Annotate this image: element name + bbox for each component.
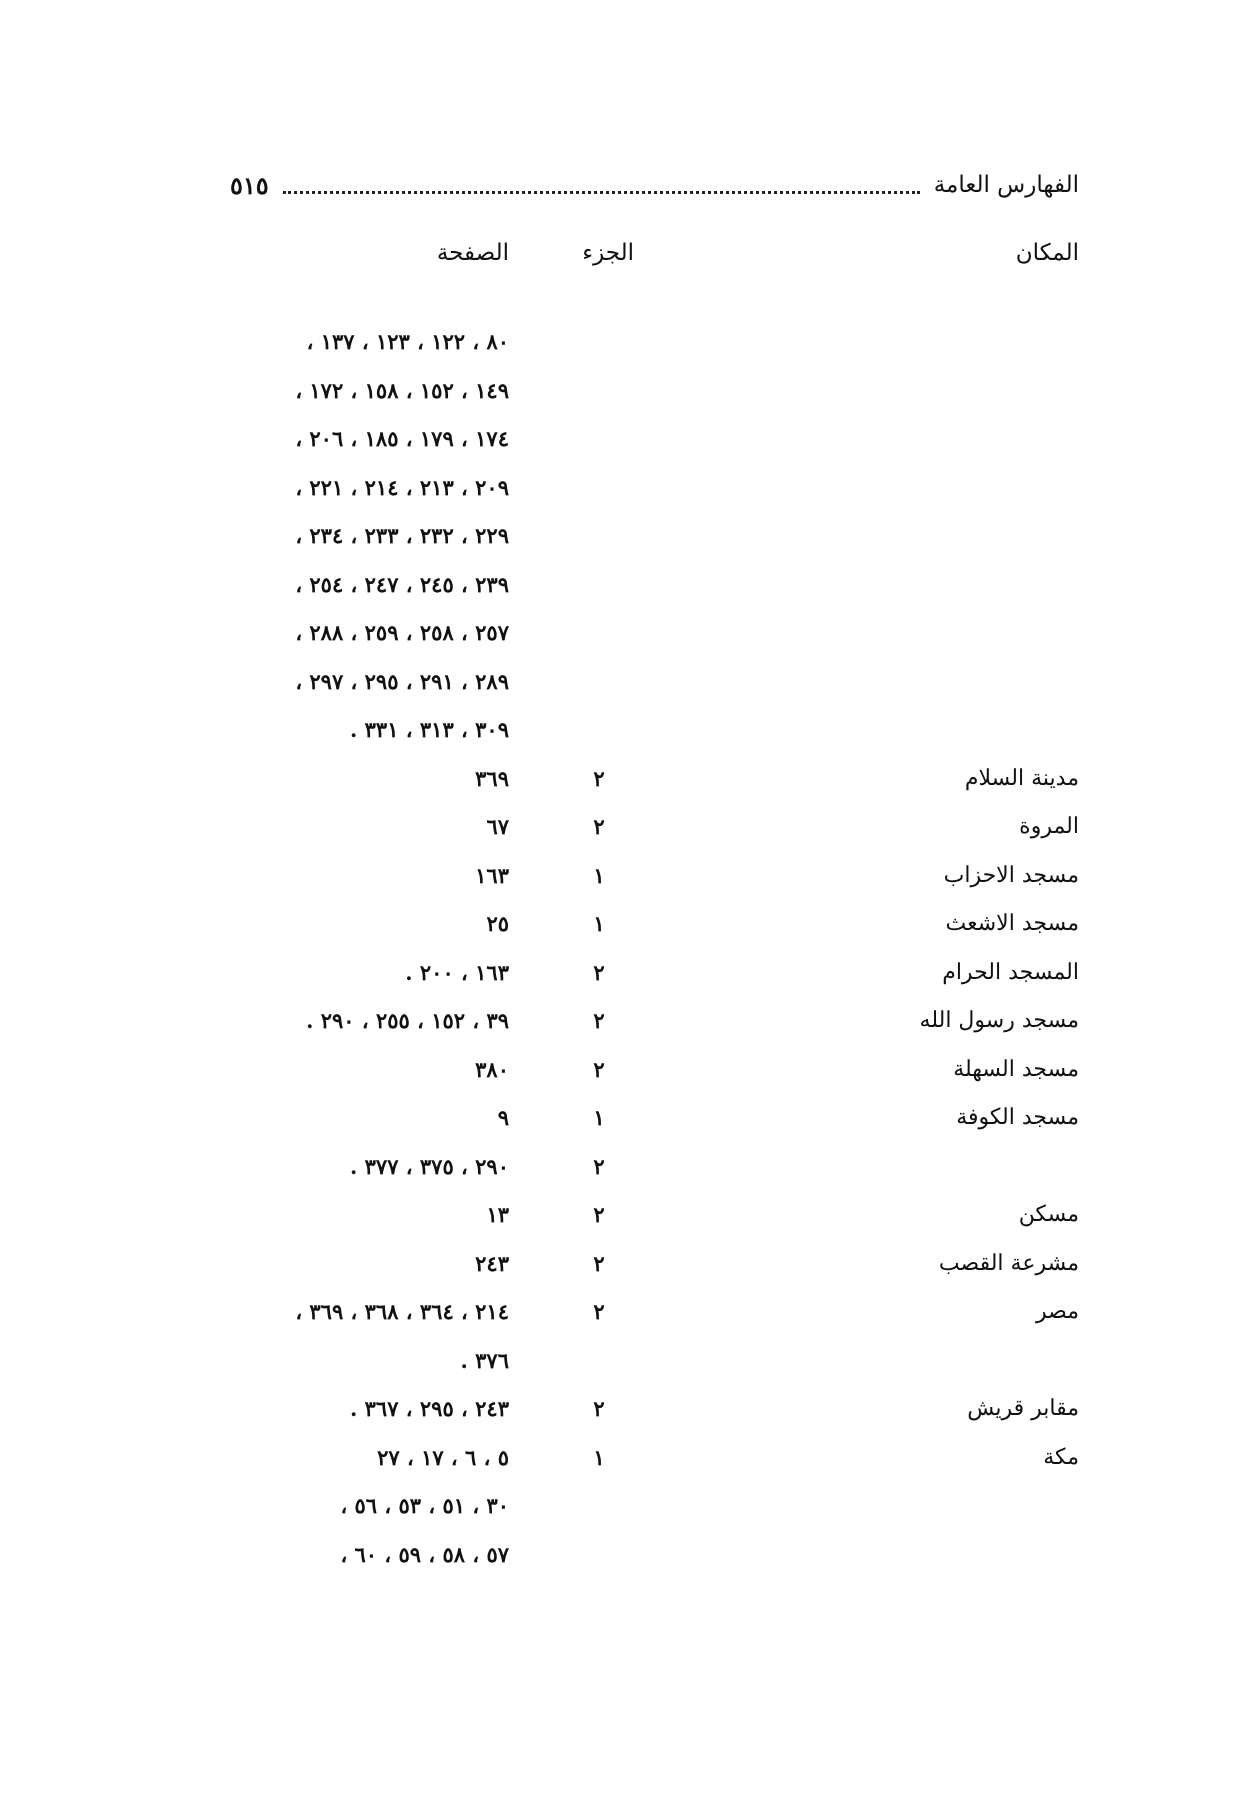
table-row: [230, 565, 1079, 614]
running-title: الفهارس العامة: [933, 172, 1079, 198]
table-row: [230, 1050, 1079, 1099]
column-headers: [230, 240, 1079, 280]
place-name: مصر: [1035, 1299, 1079, 1324]
page-references: ٩: [497, 1105, 509, 1130]
page-references: ٢٠٩ ، ٢١٣ ، ٢١٤ ، ٢٢١ ،: [295, 474, 509, 500]
table-row: [230, 1389, 1079, 1438]
page-references: ٨٠ ، ١٢٢ ، ١٢٣ ، ١٣٧ ،: [306, 329, 509, 354]
page-references: ٢٢٩ ، ٢٣٢ ، ٢٣٣ ، ٢٣٤ ،: [295, 523, 509, 548]
page-references: ١٦٣ ، ٢٠٠ .: [405, 959, 509, 985]
table-row: [230, 371, 1079, 420]
page-references: ٣٠٩ ، ٣١٣ ، ٣٣١ .: [350, 717, 509, 742]
table-row: [230, 953, 1079, 1002]
part-number: ١: [593, 1105, 605, 1130]
part-number: ٢: [593, 1250, 605, 1276]
place-name: مقابر قريش: [967, 1396, 1079, 1421]
page-references: ٥٧ ، ٥٨ ، ٥٩ ، ٦٠ ،: [340, 1541, 509, 1567]
part-number: ١: [593, 911, 605, 936]
part-number: ٢: [593, 1153, 605, 1179]
page-references: ٢١٤ ، ٣٦٤ ، ٣٦٨ ، ٣٦٩ ،: [295, 1299, 509, 1324]
place-name: مسجد رسول الله: [919, 1008, 1079, 1033]
table-row: [230, 1147, 1079, 1196]
place-name: مسجد الكوفة: [956, 1105, 1079, 1130]
place-name: مكة: [1043, 1444, 1079, 1470]
page-references: ٥ ، ٦ ، ١٧ ، ٢٧: [377, 1444, 509, 1470]
table-row: [230, 1195, 1079, 1244]
running-header: [230, 165, 1079, 205]
table-row: [230, 1001, 1079, 1050]
part-number: ٢: [593, 1202, 605, 1227]
page-references: ٢٥: [486, 911, 509, 936]
part-number: ٢: [593, 765, 605, 791]
place-name: مسجد السهلة: [953, 1056, 1079, 1082]
page-number: ٥١٥: [230, 170, 269, 200]
page-references: ٣٦٩: [475, 765, 509, 791]
table-row: [230, 1535, 1079, 1584]
table-row: [230, 1341, 1079, 1390]
table-row: [230, 468, 1079, 517]
page-references: ١٤٩ ، ١٥٢ ، ١٥٨ ، ١٧٢ ،: [295, 377, 509, 403]
table-row: [230, 662, 1079, 711]
table-row: [230, 419, 1079, 468]
part-number: ٢: [593, 1299, 605, 1324]
page-references: ٣٠ ، ٥١ ، ٥٣ ، ٥٦ ،: [340, 1493, 509, 1518]
part-number: ١: [593, 1444, 605, 1470]
table-row: [230, 1486, 1079, 1535]
place-name: مدينة السلام: [964, 765, 1079, 791]
table-row: [230, 807, 1079, 856]
place-name: مسجد الاشعث: [945, 911, 1079, 936]
column-header-part: الجزء: [582, 240, 634, 266]
place-name: المروة: [1019, 814, 1079, 839]
table-row: [230, 1244, 1079, 1293]
page-references: ٢٩٠ ، ٣٧٥ ، ٣٧٧ .: [350, 1153, 509, 1179]
table-row: [230, 904, 1079, 953]
page-references: ١٧٤ ، ١٧٩ ، ١٨٥ ، ٢٠٦ ،: [295, 426, 509, 451]
column-header-page: الصفحة: [436, 240, 509, 266]
table-row: [230, 322, 1079, 371]
part-number: ٢: [593, 814, 605, 839]
place-name: المسجد الحرام: [942, 959, 1079, 985]
page-references: ٢٣٩ ، ٢٤٥ ، ٢٤٧ ، ٢٥٤ ،: [295, 571, 509, 597]
page-references: ٢٨٩ ، ٢٩١ ، ٢٩٥ ، ٢٩٧ ،: [295, 668, 509, 694]
page-references: ٣٩ ، ١٥٢ ، ٢٥٥ ، ٢٩٠ .: [306, 1008, 509, 1033]
page-references: ١٣: [486, 1202, 509, 1227]
table-row: [230, 613, 1079, 662]
table-row: [230, 710, 1079, 759]
column-header-place: المكان: [1015, 240, 1079, 266]
page-references: ٣٨٠: [475, 1056, 509, 1082]
index-table: [230, 322, 1079, 1583]
table-row: [230, 1438, 1079, 1487]
part-number: ١: [593, 862, 605, 888]
page-references: ٢٥٧ ، ٢٥٨ ، ٢٥٩ ، ٢٨٨ ،: [295, 620, 509, 645]
table-row: [230, 759, 1079, 808]
page-references: ٢٤٣ ، ٢٩٥ ، ٣٦٧ .: [350, 1396, 509, 1421]
dot-leader: [283, 177, 920, 194]
table-row: [230, 1098, 1079, 1147]
page-references: ٣٧٦ .: [460, 1347, 509, 1373]
place-name: مشرعة القصب: [938, 1250, 1079, 1276]
page-references: ٢٤٣: [475, 1250, 509, 1276]
part-number: ٢: [593, 1008, 605, 1033]
part-number: ٢: [593, 1056, 605, 1082]
part-number: ٢: [593, 959, 605, 985]
page-references: ١٦٣: [475, 862, 509, 888]
part-number: ٢: [593, 1396, 605, 1421]
page-references: ٦٧: [486, 814, 509, 839]
table-row: [230, 856, 1079, 905]
table-row: [230, 516, 1079, 565]
place-name: مسكن: [1018, 1202, 1079, 1227]
place-name: مسجد الاحزاب: [943, 862, 1079, 888]
table-row: [230, 1292, 1079, 1341]
